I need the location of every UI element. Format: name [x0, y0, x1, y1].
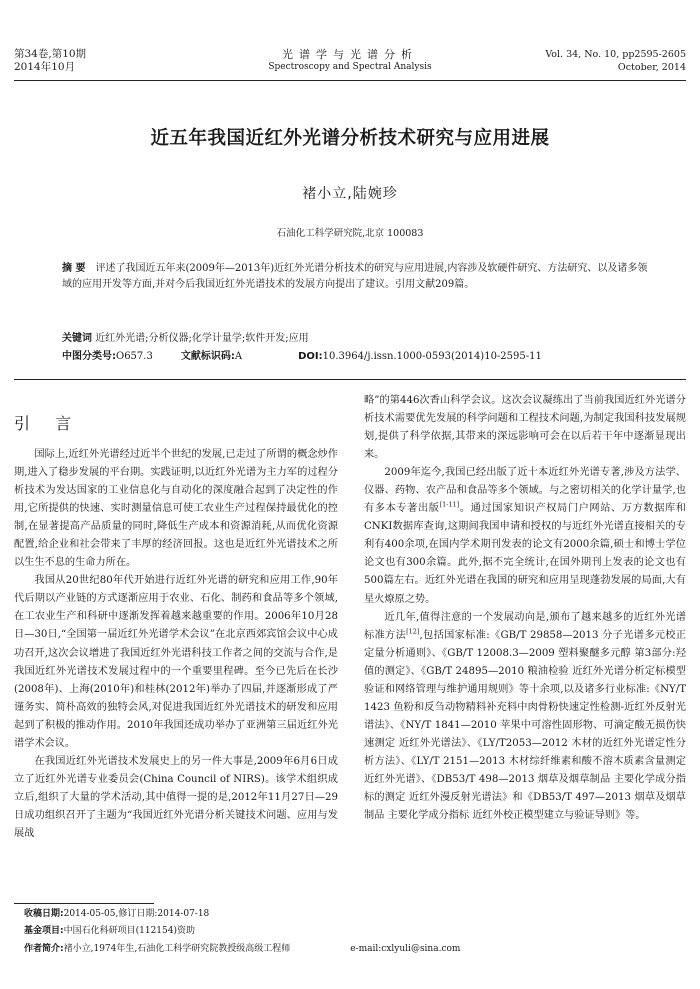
- footnote-author: [24, 943, 684, 955]
- paragraph: [364, 609, 686, 826]
- header-right: [545, 48, 686, 74]
- paragraph: 略”的第446次香山科学会议。这次会议凝练出了当前我国近红外光谱分析技术需要优先发展的科学问题和工程技术问题,为制定我国科技发展规划,提供了科学依据,其带来的深远影响可会在以后若干年中逐渐显现出来。: [364, 395, 686, 461]
- keywords-label: 关键词: [62, 333, 92, 344]
- clc-label: 中图分类号:: [62, 351, 116, 362]
- right-column: [364, 392, 686, 825]
- header-left: [14, 48, 86, 74]
- paragraph: 在我国近红外光谱技术发展史上的另一件大事是,2009年6月6日成立了近红外光谱专业委员会(China Council of NIRS)。该学术组织成立后,组织了大量的学术活动,其中值得一提的是,2012年11月27日—29日成功组织召开了主题为“我国近红外光谱分析关键技术问题、应用与发展战: [14, 755, 338, 839]
- paragraph-text: 2009年迄今,我国已经出版了近十本近红外光谱专著,涉及方法学、仪器、药物、农产品和食品等多个领域。与之密切相关的化学计量学,也有多本专著出版: [364, 467, 686, 515]
- clc-value: O657.3: [116, 351, 153, 362]
- paragraph: 我国从20世纪80年代开始进行近红外光谱的研究和应用工作,90年代后期以产业链的方式逐渐应用于农业、石化、制药和食品等多个领域,在工农业生产和科研中逐渐发挥着越来越重要的作用。2006年10月28日—30日,“全国第一届近红外光谱学术会议”在北京西郊宾馆会议中心成功召开,这次会议增进了我国近红外光谱科技工作者之间的交流与合作,是我国近红外光谱技术发展过程中的一个重要里程碑。至今已先后在长沙(2008年)、上海(2010年)和桂林(2012年)举办了四届,并逐渐形成了严谨务实、简朴高效的独特会风,对促进我国近红外光谱技术的研发和应用起到了积极的推动作用。2010年我国还成功举办了亚洲第三届近红外光谱学术会议。: [14, 575, 338, 749]
- citation-ref[interactable]: [12]: [406, 627, 420, 636]
- abstract-label: 摘 要: [62, 263, 86, 274]
- journal-header: [0, 46, 700, 80]
- paragraph-text: ,包括国家标准:《GB/T 29858—2013 分子光谱多元校正定量分析通则》、《GB/T 12008.3—2009 塑料聚醚多元醇 第3部分:羟值的测定》、《GB/T 24895—2010 粮油检验 近红外光谱分析定标模型验证和网络管理与维护通用规则》等十余项,以及诸多行业标准:《NY/T 1423 鱼粉和反刍动物精料补充料中肉骨粉快速定性检测-近红外反射光谱法》、《NY/T 1841—2010 苹果中可溶性固形物、可滴定酸无损伤快速测定 近红外光谱法》、《LY/T2053—2012 木材的近红外光谱定性分析方法》、《LY/T 2151—2013 木材综纤维素和酸不溶木质素含量测定近红外光谱》、《DB53/T 498—2013 烟草及烟草制品 主要化学成分指标的测定 近红外漫反射光谱法》和《DB53/T 497—2013 烟草及烟草制品 主要化学成分指标 近红外校正模型建立与验证导则》等。: [364, 629, 686, 822]
- dates-value: 2014-05-05,修订日期:2014-07-18: [63, 909, 210, 919]
- journal-name-zh: 光谱学与光谱分析: [282, 48, 418, 61]
- doi-value[interactable]: 10.3964/j.issn.1000-0593(2014)10-2595-11: [322, 351, 542, 362]
- doi-label: DOI:: [298, 351, 323, 362]
- volume-zh: 第34卷,第10期: [14, 48, 87, 60]
- journal-name-en: Spectroscopy and Spectral Analysis: [268, 62, 432, 72]
- paragraph-text: 近几年,值得注意的一个发展动向是,颁布了越来越多的近红外光谱标准方法: [364, 611, 686, 641]
- date-zh: 2014年10月: [14, 61, 76, 73]
- header-rule: [14, 80, 686, 81]
- keywords: [62, 331, 662, 347]
- dates-label: 收稿日期:: [24, 909, 64, 919]
- classification-line: [62, 349, 682, 365]
- footnote-fund: [24, 925, 684, 937]
- doccode-value: A: [234, 351, 243, 362]
- author-value: 褚小立,1974年生,石油化工科学研究院教授级高级工程师: [63, 944, 291, 954]
- fund-value: 中国石化科研项目(112154)资助: [63, 926, 195, 936]
- doccode-label: 文献标识码:: [180, 351, 235, 362]
- section-heading-introduction: 引 言: [14, 414, 82, 433]
- left-column: [14, 446, 338, 843]
- citation-ref[interactable]: [1-11]: [439, 500, 460, 509]
- paper-authors: 褚小立,陆婉珍: [302, 186, 398, 202]
- footnote-dates: [24, 908, 684, 920]
- paper-title: 近五年我国近红外光谱分析技术研究与应用进展: [150, 128, 550, 149]
- paragraph-text: 。通过国家知识产权局门户网站、万方数据库和CNKI数据库查询,这期间我国申请和授权的与近红外光谱直接相关的专利有400余项,在国内学术期刊发表的论文有2000余篇,硕士和博士学位论文也有300余篇。此外,据不完全统计,在国外期刊上发表的论文也有500篇左右。近红外光谱在我国的研究和应用呈现蓬勃发展的局面,大有星火燎原之势。: [364, 503, 686, 605]
- author-email[interactable]: e-mail:cxlyuli@sina.com: [350, 944, 461, 954]
- footnote-rule: [14, 903, 154, 904]
- volume-en: Vol. 34, No. 10, pp2595-2605: [545, 49, 686, 60]
- keywords-text: 近红外光谱;分析仪器;化学计量学;软件开发;应用: [95, 333, 309, 344]
- author-label: 作者简介:: [24, 944, 64, 954]
- paper-affiliation: 石油化工科学研究院,北京 100083: [276, 228, 424, 239]
- abstract-text: 评述了我国近五年来(2009年—2013年)近红外光谱分析技术的研究与应用进展,内容涉及软硬件研究、方法研究、以及诸多领域的应用开发等方面,并对今后我国近红外光谱技术的发展方向提出了建议。引用文献209篇。: [62, 263, 648, 290]
- fund-label: 基金项目:: [24, 926, 64, 936]
- section-rule: [14, 379, 686, 380]
- paragraph: 国际上,近红外光谱经过近半个世纪的发展,已走过了所谓的概念炒作期,进入了稳步发展的平台期。实践证明,以近红外光谱为主力军的过程分析技术为发达国家的工业信息化与自动化的深度融合起到了决定性的作用,它所提供的快速、实时测量信息可使工农业生产过程保持最优化的控制,在显著提高产品质量的同时,降低生产成本和资源消耗,从而优化资源配置,给企业和社会带来了丰厚的经济回报。这也是近红外光谱技术之所以生生不息的生命力所在。: [14, 449, 338, 569]
- header-center: [200, 48, 500, 74]
- date-en: October, 2014: [617, 62, 686, 73]
- paragraph: [364, 464, 686, 608]
- abstract: [62, 261, 652, 293]
